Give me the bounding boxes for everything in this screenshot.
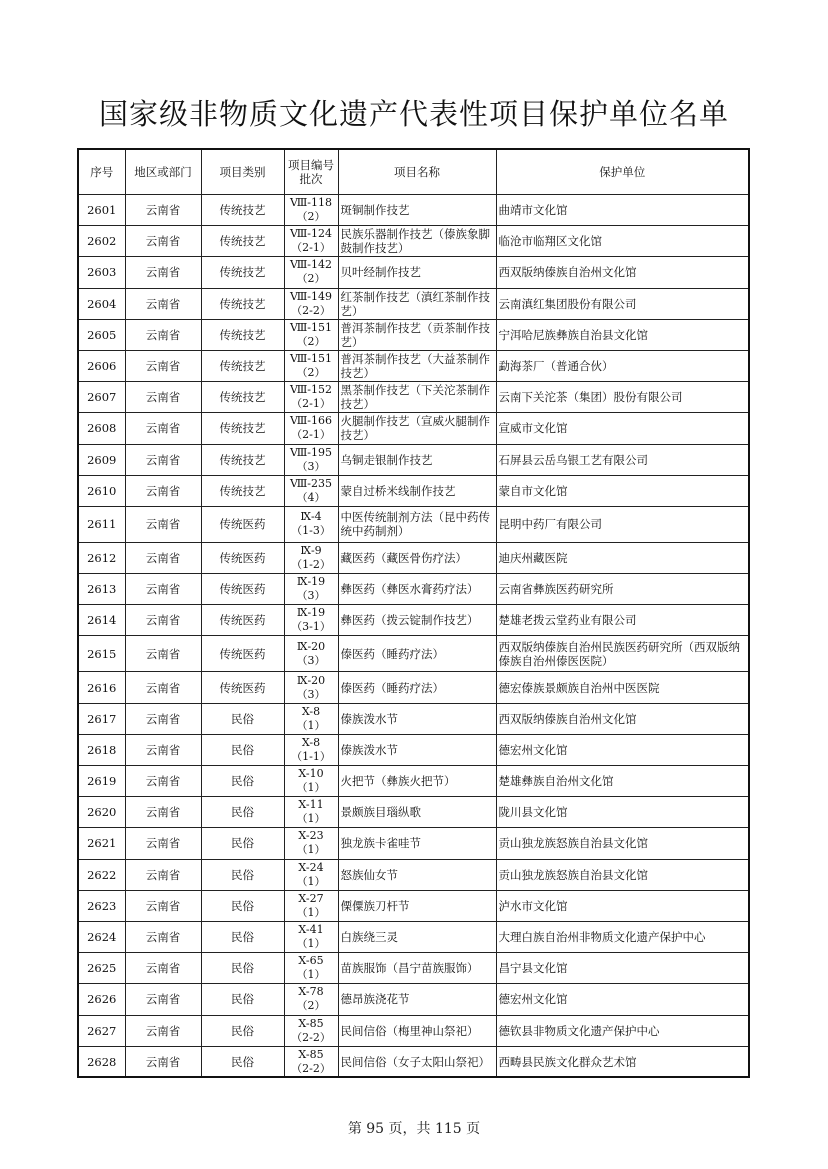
row-code-number: X-85 bbox=[298, 1047, 324, 1061]
row-unit: 德钦县非物质文化遗产保护中心 bbox=[496, 1015, 749, 1046]
row-code-number: X-41 bbox=[298, 923, 324, 937]
row-no: 2611 bbox=[78, 506, 125, 542]
row-name: 民间信俗（梅里神山祭祀） bbox=[338, 1015, 496, 1046]
row-code bbox=[284, 226, 338, 257]
row-code bbox=[284, 257, 338, 288]
row-code-number: X-8 bbox=[301, 704, 321, 718]
table-row bbox=[78, 574, 749, 605]
row-code-batch: （2-1） bbox=[291, 428, 331, 442]
row-code-number: Ⅷ-195 bbox=[289, 445, 333, 459]
row-category: 传统技艺 bbox=[201, 195, 284, 226]
row-category: 民俗 bbox=[201, 703, 284, 734]
row-code-batch: （1） bbox=[296, 781, 326, 795]
row-category: 民俗 bbox=[201, 953, 284, 984]
row-no: 2613 bbox=[78, 574, 125, 605]
row-no: 2604 bbox=[78, 288, 125, 319]
row-no: 2626 bbox=[78, 984, 125, 1015]
row-region: 云南省 bbox=[125, 475, 201, 506]
row-unit: 楚雄彝族自治州文化馆 bbox=[496, 766, 749, 797]
row-no: 2625 bbox=[78, 953, 125, 984]
row-name: 蒙自过桥米线制作技艺 bbox=[338, 475, 496, 506]
row-no: 2601 bbox=[78, 195, 125, 226]
row-name: 民族乐器制作技艺（傣族象脚鼓制作技艺） bbox=[338, 226, 496, 257]
table-row bbox=[78, 319, 749, 350]
row-region: 云南省 bbox=[125, 703, 201, 734]
row-code-batch: （3） bbox=[296, 589, 326, 603]
row-unit: 贡山独龙族怒族自治县文化馆 bbox=[496, 859, 749, 890]
row-code bbox=[284, 766, 338, 797]
row-region: 云南省 bbox=[125, 859, 201, 890]
row-region: 云南省 bbox=[125, 382, 201, 413]
row-region: 云南省 bbox=[125, 574, 201, 605]
row-unit: 德宏傣族景颇族自治州中医医院 bbox=[496, 672, 749, 703]
row-code-number: X-24 bbox=[298, 860, 324, 874]
table-row bbox=[78, 703, 749, 734]
header-name: 项目名称 bbox=[338, 149, 496, 195]
row-no: 2623 bbox=[78, 890, 125, 921]
row-category: 传统医药 bbox=[201, 672, 284, 703]
row-no: 2610 bbox=[78, 475, 125, 506]
row-unit: 曲靖市文化馆 bbox=[496, 195, 749, 226]
row-name: 景颇族目瑙纵歌 bbox=[338, 797, 496, 828]
table-row bbox=[78, 1046, 749, 1077]
table-row bbox=[78, 226, 749, 257]
row-code bbox=[284, 288, 338, 319]
row-code bbox=[284, 382, 338, 413]
row-name: 民间信俗（女子太阳山祭祀） bbox=[338, 1046, 496, 1077]
row-code-batch: （1-1） bbox=[291, 749, 331, 763]
row-region: 云南省 bbox=[125, 195, 201, 226]
row-name: 彝医药（彝医水膏药疗法） bbox=[338, 574, 496, 605]
row-code-batch: （3） bbox=[296, 653, 326, 667]
row-no: 2603 bbox=[78, 257, 125, 288]
row-code-batch: （1） bbox=[296, 905, 326, 919]
row-code bbox=[284, 672, 338, 703]
row-code-number: X-10 bbox=[298, 767, 324, 781]
row-code bbox=[284, 703, 338, 734]
row-no: 2614 bbox=[78, 605, 125, 636]
row-unit: 大理白族自治州非物质文化遗产保护中心 bbox=[496, 921, 749, 952]
row-region: 云南省 bbox=[125, 828, 201, 859]
table-row bbox=[78, 257, 749, 288]
row-code bbox=[284, 605, 338, 636]
row-code-number: Ⅸ-19 bbox=[296, 575, 326, 589]
header-region: 地区或部门 bbox=[125, 149, 201, 195]
row-code-batch: （1） bbox=[296, 937, 326, 951]
row-code-batch: （2-2） bbox=[291, 1061, 331, 1075]
row-code-number: Ⅸ-20 bbox=[296, 639, 326, 653]
table-header-row bbox=[78, 149, 749, 195]
row-code-number: Ⅸ-4 bbox=[300, 510, 322, 524]
row-category: 传统医药 bbox=[201, 542, 284, 573]
row-code-batch: （2-1） bbox=[291, 241, 331, 255]
row-unit: 贡山独龙族怒族自治县文化馆 bbox=[496, 828, 749, 859]
row-name: 白族绕三灵 bbox=[338, 921, 496, 952]
row-code bbox=[284, 984, 338, 1015]
row-unit: 泸水市文化馆 bbox=[496, 890, 749, 921]
row-category: 传统医药 bbox=[201, 574, 284, 605]
row-code bbox=[284, 475, 338, 506]
table-row bbox=[78, 636, 749, 672]
row-region: 云南省 bbox=[125, 890, 201, 921]
row-code-number: Ⅷ-235 bbox=[289, 476, 333, 490]
row-code bbox=[284, 319, 338, 350]
row-unit: 宣威市文化馆 bbox=[496, 413, 749, 444]
row-no: 2609 bbox=[78, 444, 125, 475]
row-name: 傣族泼水节 bbox=[338, 734, 496, 765]
row-region: 云南省 bbox=[125, 444, 201, 475]
row-unit: 西双版纳傣族自治州文化馆 bbox=[496, 257, 749, 288]
row-code-batch: （3） bbox=[296, 459, 326, 473]
row-code-batch: （1） bbox=[296, 874, 326, 888]
row-code bbox=[284, 1015, 338, 1046]
row-unit: 德宏州文化馆 bbox=[496, 734, 749, 765]
table-row bbox=[78, 766, 749, 797]
row-category: 民俗 bbox=[201, 859, 284, 890]
row-no: 2616 bbox=[78, 672, 125, 703]
row-name: 乌铜走银制作技艺 bbox=[338, 444, 496, 475]
row-code-batch: （3） bbox=[296, 687, 326, 701]
row-no: 2615 bbox=[78, 636, 125, 672]
header-no: 序号 bbox=[78, 149, 125, 195]
table-row bbox=[78, 413, 749, 444]
row-region: 云南省 bbox=[125, 506, 201, 542]
row-name: 怒族仙女节 bbox=[338, 859, 496, 890]
page-footer: 第 95 页，共 115 页 bbox=[347, 1121, 481, 1137]
table-row bbox=[78, 797, 749, 828]
row-name: 中医传统制剂方法（昆中药传统中药制剂） bbox=[338, 506, 496, 542]
row-region: 云南省 bbox=[125, 542, 201, 573]
row-name: 黑茶制作技艺（下关沱茶制作技艺） bbox=[338, 382, 496, 413]
row-unit: 石屏县云岳乌银工艺有限公司 bbox=[496, 444, 749, 475]
row-code-batch: （4） bbox=[296, 490, 326, 504]
heritage-table bbox=[77, 148, 750, 1078]
row-category: 传统医药 bbox=[201, 506, 284, 542]
row-category: 传统技艺 bbox=[201, 288, 284, 319]
row-category: 传统技艺 bbox=[201, 257, 284, 288]
row-code-batch: （1-2） bbox=[291, 557, 331, 571]
row-category: 民俗 bbox=[201, 1046, 284, 1077]
row-region: 云南省 bbox=[125, 636, 201, 672]
row-category: 民俗 bbox=[201, 890, 284, 921]
table-row bbox=[78, 605, 749, 636]
row-name: 贝叶经制作技艺 bbox=[338, 257, 496, 288]
table-row bbox=[78, 734, 749, 765]
row-code bbox=[284, 542, 338, 573]
row-category: 传统技艺 bbox=[201, 413, 284, 444]
page-title: 国家级非物质文化遗产代表性项目保护单位名单 bbox=[98, 97, 729, 131]
row-code-batch: （1） bbox=[296, 968, 326, 982]
row-region: 云南省 bbox=[125, 1015, 201, 1046]
row-name: 彝医药（拨云锭制作技艺） bbox=[338, 605, 496, 636]
row-unit: 迪庆州藏医院 bbox=[496, 542, 749, 573]
row-no: 2624 bbox=[78, 921, 125, 952]
row-code-number: Ⅷ-151 bbox=[289, 320, 333, 334]
row-code bbox=[284, 1046, 338, 1077]
row-region: 云南省 bbox=[125, 350, 201, 381]
row-code-batch: （2） bbox=[296, 210, 326, 224]
row-no: 2619 bbox=[78, 766, 125, 797]
table-row bbox=[78, 1015, 749, 1046]
row-region: 云南省 bbox=[125, 766, 201, 797]
row-name: 傣族泼水节 bbox=[338, 703, 496, 734]
row-region: 云南省 bbox=[125, 921, 201, 952]
row-unit: 陇川县文化馆 bbox=[496, 797, 749, 828]
row-code bbox=[284, 921, 338, 952]
row-code-batch: （2） bbox=[296, 334, 326, 348]
row-code-number: Ⅷ-151 bbox=[289, 352, 333, 366]
row-code-batch: （2-2） bbox=[291, 1030, 331, 1044]
row-name: 火把节（彝族火把节） bbox=[338, 766, 496, 797]
row-code-batch: （1） bbox=[296, 718, 326, 732]
row-code-number: Ⅷ-149 bbox=[289, 289, 333, 303]
row-no: 2628 bbox=[78, 1046, 125, 1077]
row-name: 独龙族卡雀哇节 bbox=[338, 828, 496, 859]
row-code-number: Ⅷ-152 bbox=[289, 383, 333, 397]
row-no: 2602 bbox=[78, 226, 125, 257]
header-code: 项目编号批次 bbox=[284, 149, 338, 195]
row-region: 云南省 bbox=[125, 797, 201, 828]
row-name: 苗族服饰（昌宁苗族服饰） bbox=[338, 953, 496, 984]
table-row bbox=[78, 890, 749, 921]
row-name: 红茶制作技艺（滇红茶制作技艺） bbox=[338, 288, 496, 319]
row-code bbox=[284, 636, 338, 672]
row-code bbox=[284, 444, 338, 475]
row-unit: 蒙自市文化馆 bbox=[496, 475, 749, 506]
row-no: 2612 bbox=[78, 542, 125, 573]
header-category: 项目类别 bbox=[201, 149, 284, 195]
row-unit: 昆明中药厂有限公司 bbox=[496, 506, 749, 542]
row-name: 德昂族浇花节 bbox=[338, 984, 496, 1015]
row-no: 2608 bbox=[78, 413, 125, 444]
row-code-number: X-78 bbox=[298, 985, 324, 999]
row-code-batch: （1-3） bbox=[291, 524, 331, 538]
row-region: 云南省 bbox=[125, 413, 201, 444]
row-code bbox=[284, 574, 338, 605]
row-no: 2617 bbox=[78, 703, 125, 734]
row-region: 云南省 bbox=[125, 226, 201, 257]
row-name: 傣医药（睡药疗法） bbox=[338, 636, 496, 672]
row-code bbox=[284, 859, 338, 890]
row-unit: 云南下关沱茶（集团）股份有限公司 bbox=[496, 382, 749, 413]
row-code-number: X-65 bbox=[298, 954, 324, 968]
row-code-number: X-85 bbox=[298, 1016, 324, 1030]
row-code bbox=[284, 413, 338, 444]
table-row bbox=[78, 506, 749, 542]
row-category: 传统技艺 bbox=[201, 319, 284, 350]
row-code-batch: （2-1） bbox=[291, 397, 331, 411]
row-unit: 昌宁县文化馆 bbox=[496, 953, 749, 984]
row-code bbox=[284, 350, 338, 381]
row-code-batch: （1） bbox=[296, 843, 326, 857]
table-row bbox=[78, 542, 749, 573]
row-code-number: Ⅸ-20 bbox=[296, 673, 326, 687]
row-code-number: Ⅷ-142 bbox=[289, 258, 333, 272]
table-row bbox=[78, 921, 749, 952]
row-code-number: X-27 bbox=[298, 891, 324, 905]
table-row bbox=[78, 828, 749, 859]
row-code-number: X-23 bbox=[298, 829, 324, 843]
row-code bbox=[284, 890, 338, 921]
header-unit: 保护单位 bbox=[496, 149, 749, 195]
row-code-batch: （2） bbox=[296, 366, 326, 380]
row-category: 传统医药 bbox=[201, 605, 284, 636]
row-unit: 宁洱哈尼族彝族自治县文化馆 bbox=[496, 319, 749, 350]
row-unit: 西双版纳傣族自治州文化馆 bbox=[496, 703, 749, 734]
row-code-number: Ⅸ-9 bbox=[300, 543, 322, 557]
row-region: 云南省 bbox=[125, 953, 201, 984]
row-unit: 云南滇红集团股份有限公司 bbox=[496, 288, 749, 319]
row-region: 云南省 bbox=[125, 1046, 201, 1077]
row-unit: 云南省彝族医药研究所 bbox=[496, 574, 749, 605]
row-code bbox=[284, 953, 338, 984]
row-category: 传统医药 bbox=[201, 636, 284, 672]
row-name: 斑铜制作技艺 bbox=[338, 195, 496, 226]
row-no: 2627 bbox=[78, 1015, 125, 1046]
row-name: 傈僳族刀杆节 bbox=[338, 890, 496, 921]
row-no: 2605 bbox=[78, 319, 125, 350]
row-category: 传统技艺 bbox=[201, 350, 284, 381]
row-region: 云南省 bbox=[125, 734, 201, 765]
row-code-number: X-11 bbox=[298, 798, 324, 812]
row-no: 2606 bbox=[78, 350, 125, 381]
row-category: 民俗 bbox=[201, 766, 284, 797]
row-code-number: Ⅸ-19 bbox=[296, 606, 326, 620]
row-region: 云南省 bbox=[125, 288, 201, 319]
row-name: 火腿制作技艺（宣威火腿制作技艺） bbox=[338, 413, 496, 444]
row-category: 民俗 bbox=[201, 828, 284, 859]
table-row bbox=[78, 984, 749, 1015]
row-unit: 楚雄老拨云堂药业有限公司 bbox=[496, 605, 749, 636]
row-name: 藏医药（藏医骨伤疗法） bbox=[338, 542, 496, 573]
row-region: 云南省 bbox=[125, 672, 201, 703]
row-region: 云南省 bbox=[125, 984, 201, 1015]
table-row bbox=[78, 382, 749, 413]
row-unit: 西畴县民族文化群众艺术馆 bbox=[496, 1046, 749, 1077]
row-unit: 德宏州文化馆 bbox=[496, 984, 749, 1015]
table-row bbox=[78, 288, 749, 319]
row-category: 民俗 bbox=[201, 1015, 284, 1046]
row-category: 传统技艺 bbox=[201, 475, 284, 506]
row-code-number: X-8 bbox=[301, 735, 321, 749]
table-body bbox=[78, 195, 749, 1078]
row-code bbox=[284, 195, 338, 226]
row-no: 2621 bbox=[78, 828, 125, 859]
table-row bbox=[78, 195, 749, 226]
row-region: 云南省 bbox=[125, 257, 201, 288]
row-code-batch: （2） bbox=[296, 999, 326, 1013]
row-name: 傣医药（睡药疗法） bbox=[338, 672, 496, 703]
row-no: 2607 bbox=[78, 382, 125, 413]
table-row bbox=[78, 475, 749, 506]
row-category: 民俗 bbox=[201, 921, 284, 952]
row-region: 云南省 bbox=[125, 319, 201, 350]
table-row bbox=[78, 859, 749, 890]
row-name: 普洱茶制作技艺（贡茶制作技艺） bbox=[338, 319, 496, 350]
row-code-batch: （3-1） bbox=[291, 620, 331, 634]
row-code bbox=[284, 828, 338, 859]
row-unit: 西双版纳傣族自治州民族医药研究所（西双版纳傣族自治州傣医医院） bbox=[496, 636, 749, 672]
row-category: 民俗 bbox=[201, 984, 284, 1015]
row-category: 传统技艺 bbox=[201, 226, 284, 257]
table-row bbox=[78, 953, 749, 984]
row-unit: 勐海茶厂（普通合伙） bbox=[496, 350, 749, 381]
table-row bbox=[78, 444, 749, 475]
row-category: 民俗 bbox=[201, 797, 284, 828]
row-code bbox=[284, 797, 338, 828]
row-no: 2618 bbox=[78, 734, 125, 765]
row-code-number: Ⅷ-118 bbox=[289, 196, 333, 210]
row-no: 2620 bbox=[78, 797, 125, 828]
row-code-number: Ⅷ-166 bbox=[289, 414, 333, 428]
row-name: 普洱茶制作技艺（大益茶制作技艺） bbox=[338, 350, 496, 381]
table-row bbox=[78, 672, 749, 703]
table-row bbox=[78, 350, 749, 381]
row-region: 云南省 bbox=[125, 605, 201, 636]
row-category: 传统技艺 bbox=[201, 382, 284, 413]
row-code-batch: （2-2） bbox=[291, 303, 331, 317]
row-no: 2622 bbox=[78, 859, 125, 890]
row-code-batch: （1） bbox=[296, 812, 326, 826]
row-code-batch: （2） bbox=[296, 272, 326, 286]
row-code bbox=[284, 506, 338, 542]
row-unit: 临沧市临翔区文化馆 bbox=[496, 226, 749, 257]
row-code bbox=[284, 734, 338, 765]
row-code-number: Ⅷ-124 bbox=[289, 227, 333, 241]
row-category: 民俗 bbox=[201, 734, 284, 765]
row-category: 传统技艺 bbox=[201, 444, 284, 475]
